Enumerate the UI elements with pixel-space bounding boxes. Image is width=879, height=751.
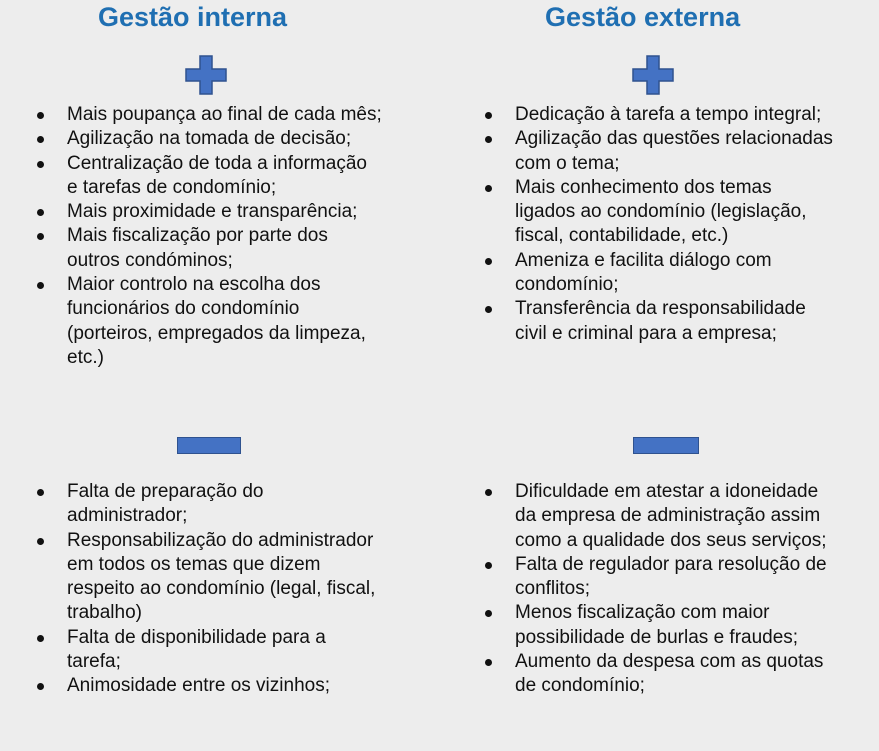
list-item (485, 601, 827, 650)
list-item-line: Dificuldade em atestar a idoneidade (515, 481, 819, 502)
list-item-line: condomínio; (515, 274, 619, 296)
list-item-line: Centralização de toda a informação (67, 152, 367, 174)
list-item-line: Maior controlo na escolha dos (67, 274, 321, 296)
list-item-line: de condomínio; (515, 675, 645, 697)
minus-icon (177, 437, 241, 454)
list-item-line: Transferência da responsabilidade (515, 298, 806, 320)
list-item (37, 127, 382, 151)
list-item-line: com o tema; (515, 152, 620, 174)
right-title: Gestão externa (545, 2, 741, 32)
list-item (37, 152, 382, 201)
list-item (485, 553, 827, 602)
list-item-line: Falta de preparação do (67, 481, 264, 502)
list-item-line: da empresa de administração assim (515, 505, 821, 527)
list-item (485, 249, 833, 298)
list-item-line: Mais conhecimento dos temas (515, 176, 772, 198)
list-item-line: fiscal, contabilidade, etc.) (515, 225, 729, 247)
list-item (485, 127, 833, 176)
list-item-line: outros condóminos; (67, 249, 233, 271)
list-item-line: e tarefas de condomínio; (67, 176, 277, 198)
list-item-line: Animosidade entre os vizinhos; (67, 675, 330, 697)
list-item (485, 480, 827, 553)
list-item (37, 103, 382, 127)
list-item-line: Aumento da despesa com as quotas (515, 651, 824, 673)
list-item-line: Responsabilização do administrador (67, 529, 374, 551)
list-item-line: trabalho) (67, 602, 142, 624)
list-item (485, 176, 833, 249)
left-cons-list (37, 480, 375, 699)
list-item (485, 650, 827, 699)
list-item (37, 224, 382, 273)
right-cons-list (485, 480, 827, 699)
list-item-line: Falta de regulador para resolução de (515, 553, 827, 575)
right-pros-list (485, 103, 833, 346)
left-title: Gestão interna (98, 2, 288, 32)
list-item-line: como a qualidade dos seus serviços; (515, 529, 827, 551)
list-item (37, 529, 375, 626)
list-item-line: em todos os temas que dizem (67, 553, 321, 575)
list-item (37, 626, 375, 675)
list-item-line: (porteiros, empregados da limpeza, (67, 322, 366, 344)
plus-icon (632, 55, 674, 95)
list-item-line: Dedicação à tarefa a tempo integral; (515, 104, 822, 125)
plus-icon (185, 55, 227, 95)
list-item-line: ligados ao condomínio (legislação, (515, 201, 807, 223)
list-item (37, 480, 375, 529)
list-item-line: Mais fiscalização por parte dos (67, 225, 328, 247)
list-item-line: Mais poupança ao final de cada mês; (67, 104, 382, 125)
list-item-line: possibilidade de burlas e fraudes; (515, 626, 799, 648)
list-item-line: administrador; (67, 505, 188, 527)
list-item-line: Menos fiscalização com maior (515, 602, 770, 624)
minus-icon (633, 437, 699, 454)
list-item (37, 200, 382, 224)
list-item-line: etc.) (67, 346, 104, 368)
list-item (37, 674, 375, 698)
list-item (485, 297, 833, 346)
list-item-line: Agilização na tomada de decisão; (67, 128, 352, 150)
list-item-line: tarefa; (67, 651, 121, 673)
list-item (37, 273, 382, 370)
list-item-line: Ameniza e facilita diálogo com (515, 249, 772, 271)
list-item-line: Agilização das questões relacionadas (515, 128, 833, 150)
left-pros-list (37, 103, 382, 370)
list-item-line: civil e criminal para a empresa; (515, 322, 777, 344)
list-item-line: respeito ao condomínio (legal, fiscal, (67, 578, 376, 600)
list-item-line: funcionários do condomínio (67, 298, 300, 320)
list-item-line: conflitos; (515, 578, 590, 600)
list-item-line: Mais proximidade e transparência; (67, 201, 358, 223)
list-item (485, 103, 833, 127)
list-item-line: Falta de disponibilidade para a (67, 626, 326, 648)
